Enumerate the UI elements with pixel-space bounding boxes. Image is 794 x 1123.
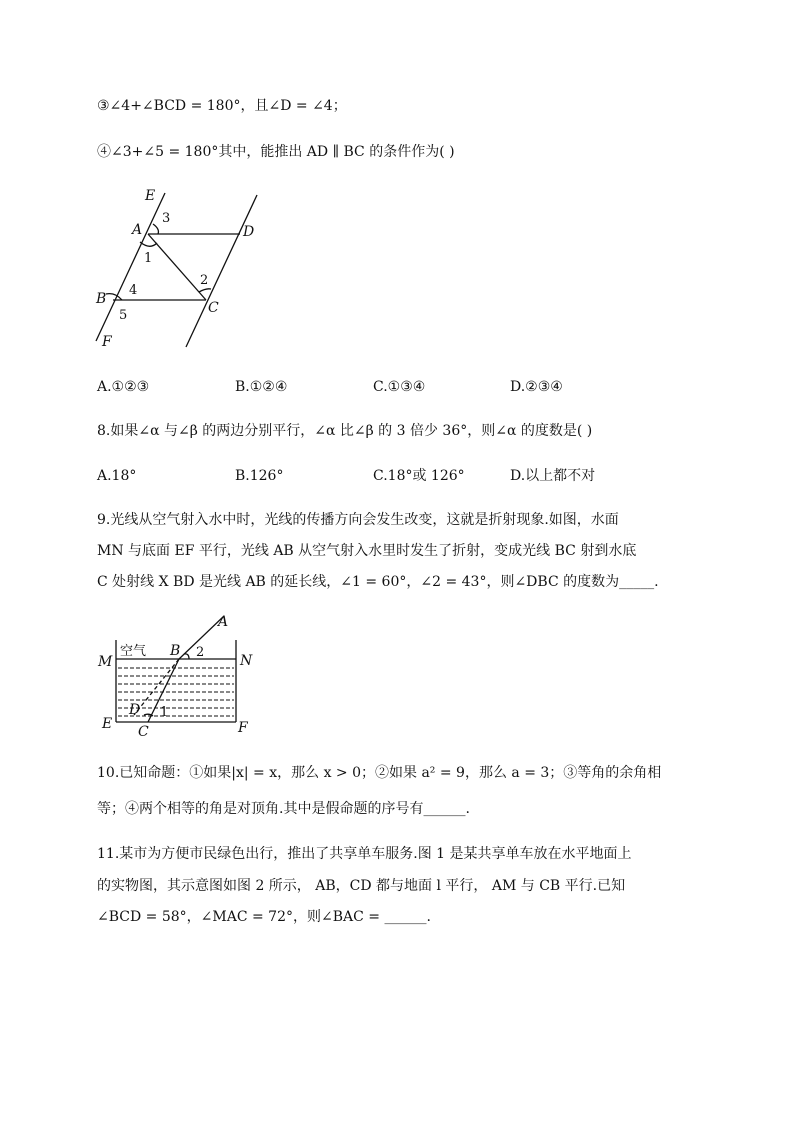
label-c: C [208, 300, 219, 316]
label-air: 空气 [120, 644, 147, 659]
label-f: F [238, 720, 248, 736]
label-e: E [102, 716, 113, 732]
q9-line-3: C 处射线 X BD 是光线 AB 的延长线，∠1 = 60°，∠2 = 43°，则∠DBC 的度数为_____. [97, 574, 659, 590]
q8-text: 8.如果∠α 与∠β 的两边分别平行，∠α 比∠β 的 3 倍少 36°，则∠α 的度数是( ) [97, 423, 593, 439]
label-d: D [129, 702, 141, 718]
q8-option-c[interactable]: C.18°或 126° [373, 468, 465, 484]
label-2: 2 [196, 645, 205, 660]
q7-figure [88, 182, 278, 352]
label-b: B [96, 291, 107, 307]
label-4: 4 [129, 283, 138, 298]
label-b: B [170, 643, 181, 659]
q10-line-2: 等；④两个相等的角是对顶角.其中是假命题的序号有______. [97, 801, 470, 817]
q11-line-2: 的实物图，其示意图如图 2 所示， AB，CD 都与地面 l 平行， AM 与 CB 平行.已知 [97, 878, 626, 894]
q7-condition-3: ③∠4+∠BCD = 180°，且∠D = ∠4； [97, 98, 347, 114]
label-a: A [132, 222, 143, 238]
q11-line-1: 11.某市为方便市民绿色出行，推出了共享单车服务.图 1 是某共享单车放在水平地面上 [97, 846, 632, 862]
q8-option-b[interactable]: B.126° [235, 468, 284, 484]
q7-option-d[interactable]: D.②③④ [510, 379, 563, 395]
q7-condition-4: ④∠3+∠5 = 180°其中，能推出 AD ∥ BC 的条件作为( ) [97, 144, 455, 160]
label-c: C [138, 724, 149, 740]
label-3: 3 [162, 211, 171, 226]
label-a: A [218, 614, 229, 630]
extension-bd [134, 659, 179, 715]
label-f: F [102, 334, 112, 350]
q9-line-1: 9.光线从空气射入水中时，光线的传播方向会发生改变，这就是折射现象.如图，水面 [97, 512, 619, 528]
q11-line-3: ∠BCD = 58°，∠MAC = 72°，则∠BAC = ______. [97, 909, 431, 925]
q8-options [97, 466, 657, 486]
label-n: N [240, 653, 253, 669]
q8-option-d[interactable]: D.以上都不对 [510, 468, 596, 484]
q8-option-a[interactable]: A.18° [97, 468, 137, 484]
arc-angle-2 [199, 289, 211, 292]
label-d: D [243, 224, 255, 240]
q10-line-1: 10.已知命题：①如果|x| = x，那么 x > 0；②如果 a² = 9，那么 a = 3；③等角的余角相 [97, 765, 662, 781]
label-1: 1 [160, 705, 169, 720]
arc-angle-4 [106, 294, 122, 300]
label-2: 2 [200, 273, 209, 288]
label-m: M [98, 654, 113, 670]
label-5: 5 [119, 308, 128, 323]
line-dc-extended [186, 195, 257, 347]
arc-angle-3 [153, 224, 158, 234]
q7-option-c[interactable]: C.①③④ [373, 379, 426, 395]
label-e: E [145, 188, 156, 204]
label-1: 1 [144, 251, 153, 266]
q7-options [97, 377, 657, 397]
q7-option-b[interactable]: B.①②④ [235, 379, 288, 395]
q9-figure [92, 610, 272, 740]
q9-line-2: MN 与底面 EF 平行，光线 AB 从空气射入水里时发生了折射，变成光线 BC 射到水底 [97, 543, 637, 559]
arc-angle-2 [184, 654, 189, 659]
line-ef [96, 193, 165, 341]
q7-option-a[interactable]: A.①②③ [97, 379, 150, 395]
